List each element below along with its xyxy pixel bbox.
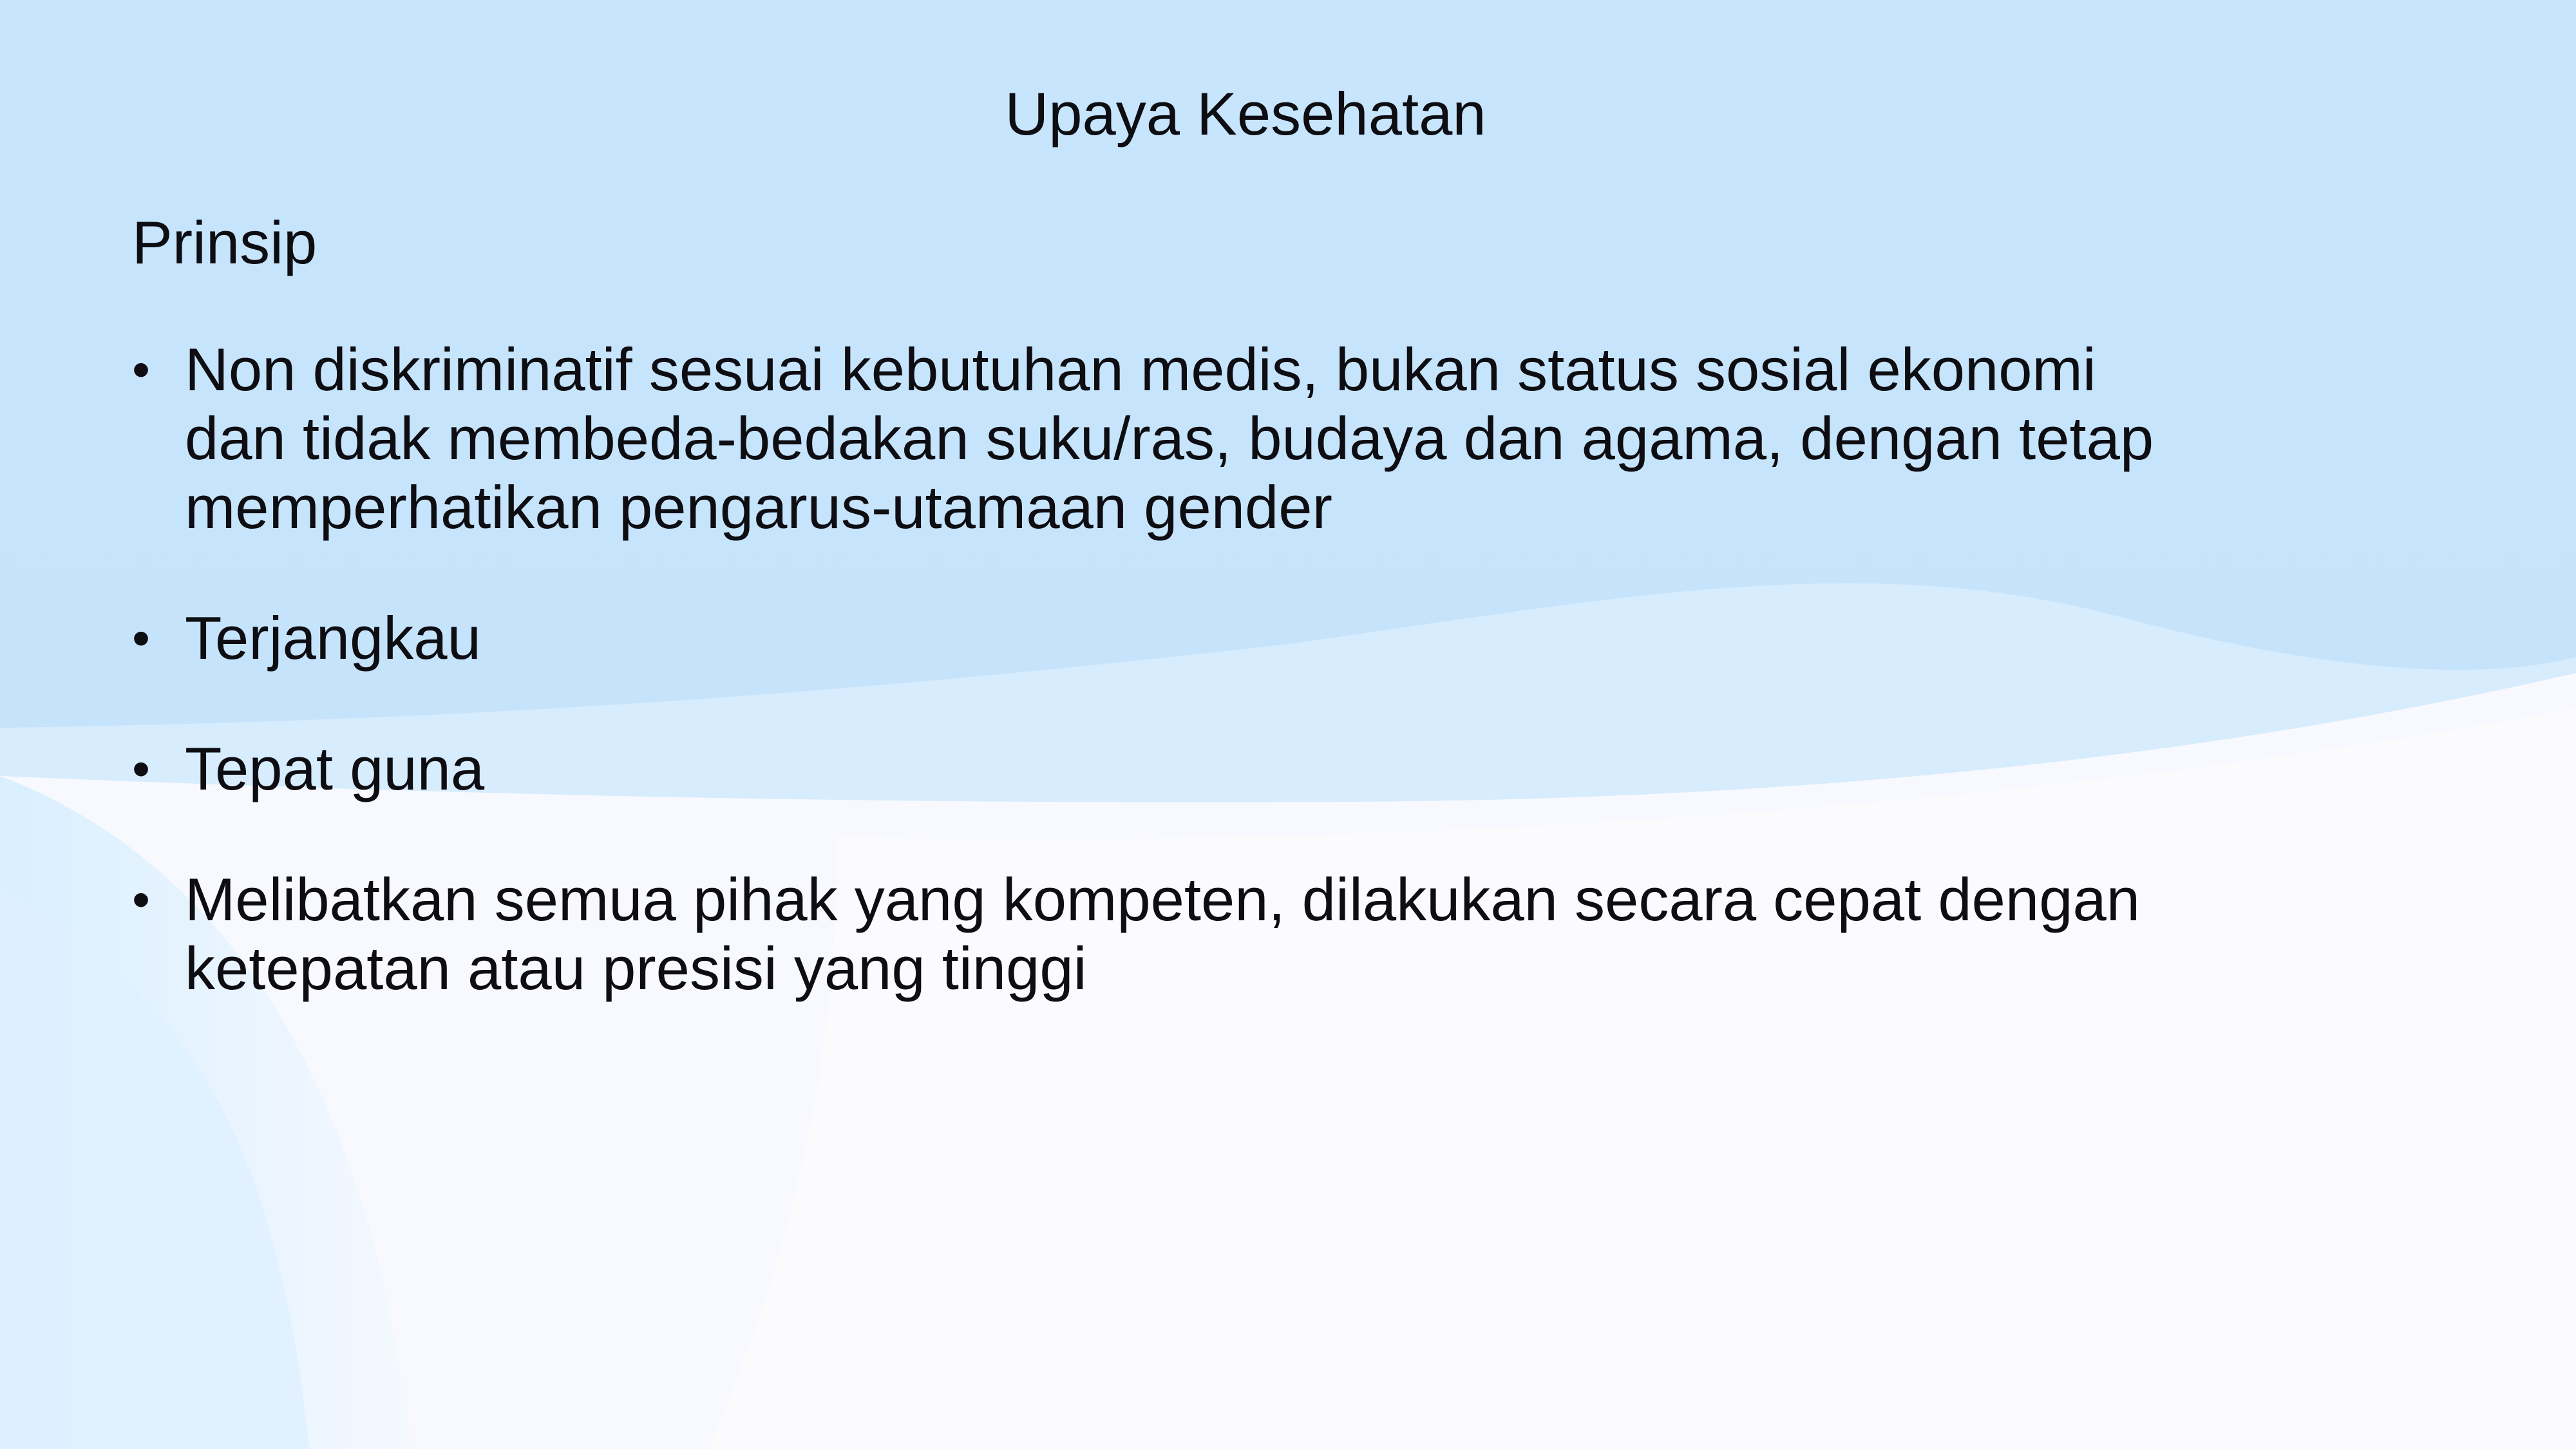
bullet-item bbox=[132, 865, 2399, 1003]
bullet-dot-icon: • bbox=[132, 341, 151, 398]
bullet-list bbox=[132, 335, 2399, 1065]
bullet-item bbox=[132, 734, 2399, 803]
bullet-item bbox=[132, 603, 2399, 672]
bullet-item bbox=[132, 335, 2399, 542]
bullet-dot-icon: • bbox=[132, 609, 151, 667]
bullet-line: ketepatan atau presisi yang tinggi bbox=[185, 934, 1087, 1002]
bullet-dot-icon: • bbox=[132, 871, 151, 928]
bullet-line: Non diskriminatif sesuai kebutuhan medis, bukan status sosial ekonomi bbox=[185, 336, 2096, 403]
bullet-line: dan tidak membeda-bedakan suku/ras, budaya dan agama, dengan tetap bbox=[185, 404, 2154, 472]
bullet-line: Melibatkan semua pihak yang kompeten, dilakukan secara cepat dengan bbox=[185, 866, 2141, 933]
slide-title: Upaya Kesehatan bbox=[1005, 80, 1486, 147]
slide-subtitle: Prinsip bbox=[132, 209, 317, 276]
bullet-line: memperhatikan pengarus-utamaan gender bbox=[185, 473, 1332, 541]
bullet-line: Tepat guna bbox=[185, 735, 485, 802]
bullet-dot-icon: • bbox=[132, 740, 151, 797]
bullet-line: Terjangkau bbox=[185, 604, 481, 672]
